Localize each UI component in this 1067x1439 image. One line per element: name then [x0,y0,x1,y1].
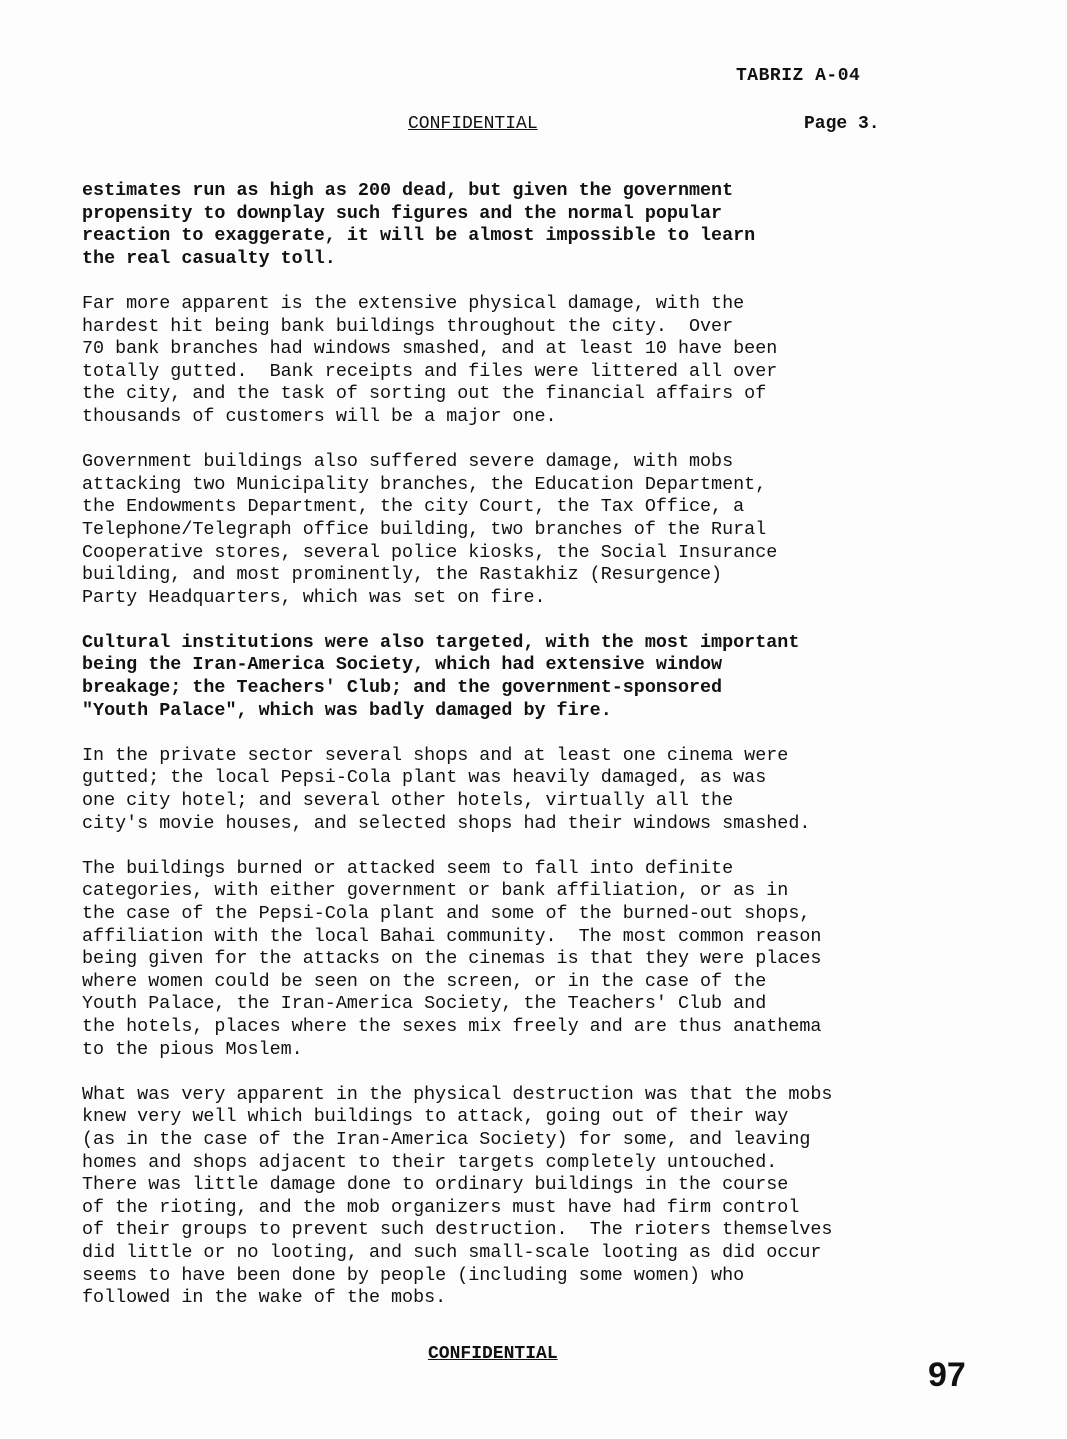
paragraph-cultural-institutions: Cultural institutions were also targeted, with the most important being the Iran-America Society, which had extensive window breakage; the Teachers' Club; and the government-sponsored "Youth Palace", which was badly damaged by fire. [82,631,800,721]
body-text [82,180,1032,1332]
page-number: Page 3. [804,114,880,134]
paragraph-target-categories: The buildings burned or attacked seem to fall into definite categories, with either government or bank affiliation, or as in the case of the Pepsi-Cola plant and some of the burned-out shops, affiliation with the local Bahai community. The most common reason being given for the attacks on the cinemas is that they were places where women could be seen on the screen, or in the case of the Youth Palace, the Iran-America Society, the Teachers' Club and the hotels, places where the sexes mix freely and are thus anathema to the pious Moslem. [82,857,822,1060]
document-id: TABRIZ A-04 [736,66,861,86]
classification-footer: CONFIDENTIAL [428,1344,558,1364]
paragraph-mob-organization: What was very apparent in the physical destruction was that the mobs knew very well which buildings to attack, going out of their way (as in the case of the Iran-America Society) for some, and leaving homes and shops adjacent to their targets completely untouched. There was little damage done to ordinary buildings in the course of the rioting, and the mob organizers must have had firm control of their groups to prevent such destruction. The rioters themselves did little or no looting, and such small-scale looting as did occur seems to have been done by people (including some women) who followed in the wake of the mobs. [82,1083,833,1309]
classification-header: CONFIDENTIAL [408,114,538,134]
paragraph-casualties: estimates run as high as 200 dead, but given the government propensity to downplay such figures and the normal popular reaction to exaggerate, it will be almost impossible to learn the real casualty toll. [82,180,756,269]
folio-number: 97 [928,1356,966,1394]
paragraph-private-sector: In the private sector several shops and at least one cinema were gutted; the local Pepsi-Cola plant was heavily damaged, as was one city hotel; and several other hotels, virtually all the city's movie houses, and selected shops had their windows smashed. [82,744,811,834]
paragraph-bank-damage: Far more apparent is the extensive physical damage, with the hardest hit being bank buildings throughout the city. Over 70 bank branches had windows smashed, and at least 10 have been totally gutted. Bank receipts and files were littered all over the city, and the task of sorting out the financial affairs of thousands of customers will be a major one. [82,292,778,427]
paragraph-government-buildings: Government buildings also suffered severe damage, with mobs attacking two Municipality branches, the Education Department, the Endowments Department, the city Court, the Tax Office, a Telephone/Telegraph office building, two branches of the Rural Cooperative stores, several police kiosks, the Social Insurance building, and most prominently, the Rastakhiz (Resurgence) Party Headquarters, which was set on fire. [82,451,778,608]
